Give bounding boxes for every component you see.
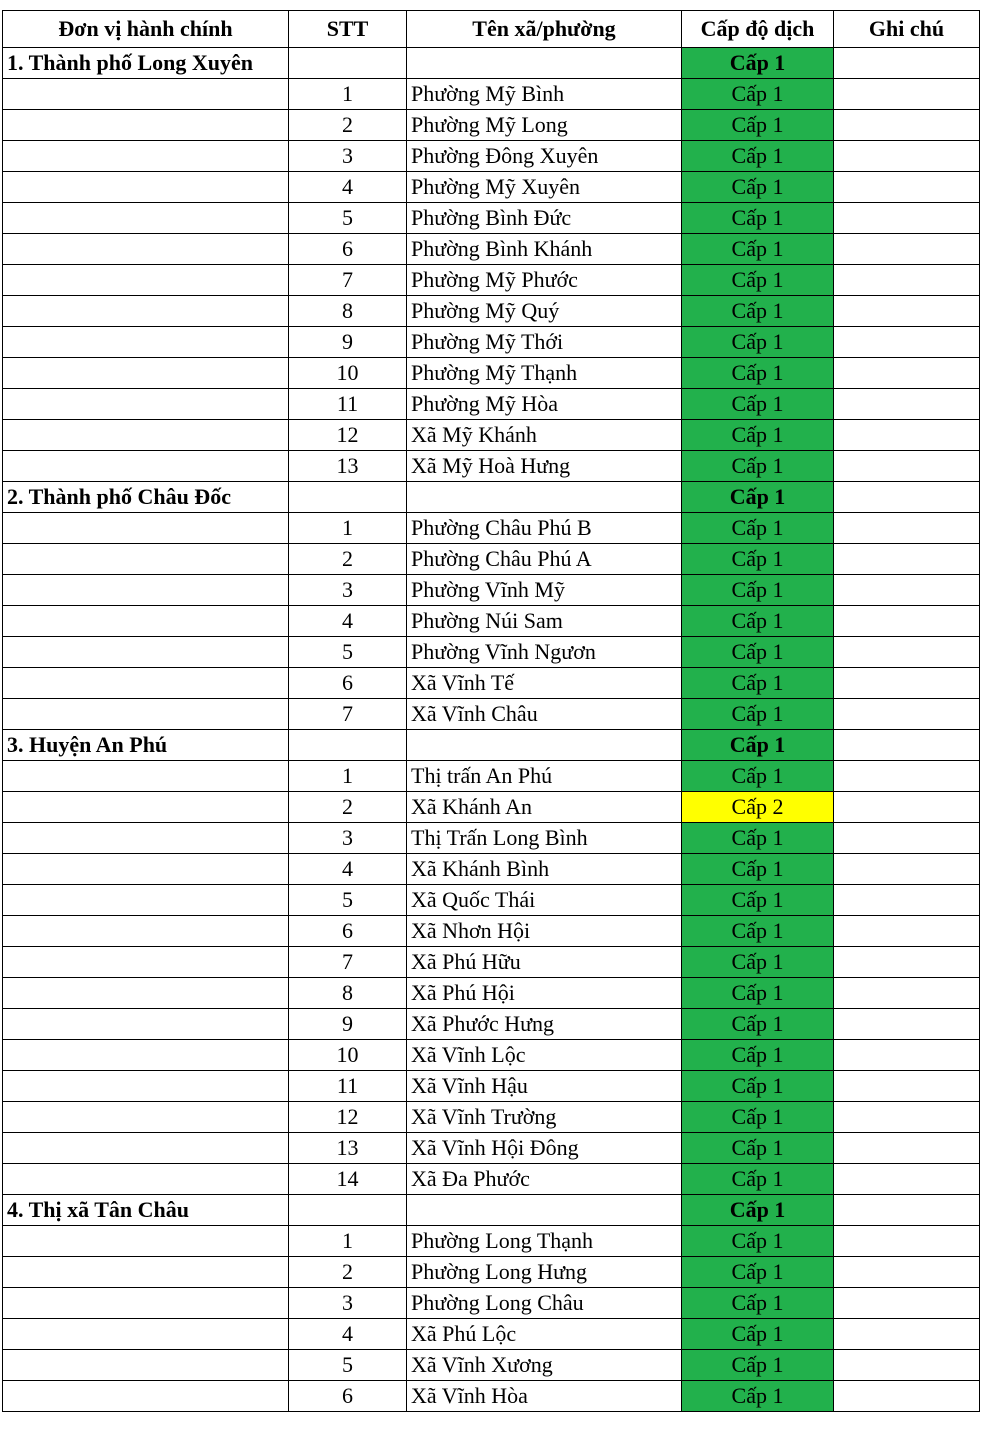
- stt-cell: 4: [289, 606, 407, 637]
- level-cell: Cấp 1: [682, 575, 834, 606]
- table-row: [3, 1350, 980, 1381]
- stt-cell: 6: [289, 234, 407, 265]
- commune-name-cell: Phường Mỹ Thới: [407, 327, 682, 358]
- commune-name-cell: Xã Phú Hữu: [407, 947, 682, 978]
- note-cell: [834, 265, 980, 296]
- note-cell: [834, 1350, 980, 1381]
- unit-cell-empty: [3, 172, 289, 203]
- table-row: [3, 172, 980, 203]
- unit-cell-empty: [3, 1071, 289, 1102]
- unit-cell-empty: [3, 916, 289, 947]
- level-cell: Cấp 1: [682, 420, 834, 451]
- stt-cell: 13: [289, 1133, 407, 1164]
- commune-name-cell: Phường Mỹ Thạnh: [407, 358, 682, 389]
- commune-name-cell: Xã Vĩnh Hòa: [407, 1381, 682, 1412]
- unit-cell-empty: [3, 234, 289, 265]
- level-cell: Cấp 1: [682, 916, 834, 947]
- level-cell: Cấp 1: [682, 761, 834, 792]
- unit-cell-empty: [3, 854, 289, 885]
- level-cell: Cấp 1: [682, 141, 834, 172]
- group-name-empty: [407, 730, 682, 761]
- level-cell: Cấp 1: [682, 947, 834, 978]
- level-cell: Cấp 1: [682, 544, 834, 575]
- commune-name-cell: Thị trấn An Phú: [407, 761, 682, 792]
- table-row: [3, 544, 980, 575]
- note-cell: [834, 172, 980, 203]
- group-stt-empty: [289, 1195, 407, 1226]
- note-cell: [834, 761, 980, 792]
- commune-name-cell: Xã Nhơn Hội: [407, 916, 682, 947]
- group-name-empty: [407, 482, 682, 513]
- table-row: [3, 420, 980, 451]
- table-row: [3, 358, 980, 389]
- group-level: Cấp 1: [682, 48, 834, 79]
- unit-cell-empty: [3, 327, 289, 358]
- stt-cell: 14: [289, 1164, 407, 1195]
- table-row: [3, 389, 980, 420]
- table-row: [3, 792, 980, 823]
- unit-cell-empty: [3, 1381, 289, 1412]
- stt-cell: 5: [289, 885, 407, 916]
- unit-cell-empty: [3, 978, 289, 1009]
- stt-cell: 7: [289, 699, 407, 730]
- level-cell: Cấp 1: [682, 203, 834, 234]
- unit-cell-empty: [3, 823, 289, 854]
- level-cell: Cấp 1: [682, 389, 834, 420]
- unit-cell-empty: [3, 1133, 289, 1164]
- stt-cell: 12: [289, 1102, 407, 1133]
- header-stt: STT: [289, 11, 407, 48]
- table-row: [3, 637, 980, 668]
- note-cell: [834, 110, 980, 141]
- commune-name-cell: Xã Khánh An: [407, 792, 682, 823]
- note-cell: [834, 1288, 980, 1319]
- note-cell: [834, 1040, 980, 1071]
- stt-cell: 7: [289, 265, 407, 296]
- level-cell: Cấp 1: [682, 1257, 834, 1288]
- note-cell: [834, 792, 980, 823]
- stt-cell: 6: [289, 916, 407, 947]
- commune-name-cell: Phường Mỹ Bình: [407, 79, 682, 110]
- note-cell: [834, 1009, 980, 1040]
- group-note: [834, 1195, 980, 1226]
- group-row: [3, 1195, 980, 1226]
- table-row: [3, 854, 980, 885]
- note-cell: [834, 1381, 980, 1412]
- stt-cell: 2: [289, 792, 407, 823]
- commune-name-cell: Xã Vĩnh Hậu: [407, 1071, 682, 1102]
- note-cell: [834, 358, 980, 389]
- level-cell: Cấp 1: [682, 1350, 834, 1381]
- level-cell: Cấp 1: [682, 699, 834, 730]
- unit-cell-empty: [3, 1009, 289, 1040]
- commune-name-cell: Xã Mỹ Khánh: [407, 420, 682, 451]
- note-cell: [834, 327, 980, 358]
- level-cell: Cấp 1: [682, 79, 834, 110]
- level-cell: Cấp 1: [682, 668, 834, 699]
- note-cell: [834, 141, 980, 172]
- table-row: [3, 668, 980, 699]
- level-cell: Cấp 1: [682, 1040, 834, 1071]
- table-row: [3, 265, 980, 296]
- level-cell: Cấp 1: [682, 1164, 834, 1195]
- unit-cell-empty: [3, 141, 289, 172]
- commune-name-cell: Phường Châu Phú B: [407, 513, 682, 544]
- stt-cell: 3: [289, 1288, 407, 1319]
- note-cell: [834, 885, 980, 916]
- commune-name-cell: Xã Vĩnh Lộc: [407, 1040, 682, 1071]
- unit-cell-empty: [3, 761, 289, 792]
- stt-cell: 9: [289, 1009, 407, 1040]
- note-cell: [834, 234, 980, 265]
- note-cell: [834, 668, 980, 699]
- unit-cell-empty: [3, 265, 289, 296]
- unit-cell-empty: [3, 389, 289, 420]
- stt-cell: 1: [289, 79, 407, 110]
- stt-cell: 4: [289, 854, 407, 885]
- stt-cell: 9: [289, 327, 407, 358]
- group-row: [3, 730, 980, 761]
- stt-cell: 11: [289, 389, 407, 420]
- stt-cell: 4: [289, 172, 407, 203]
- commune-name-cell: Phường Vĩnh Mỹ: [407, 575, 682, 606]
- group-row: [3, 48, 980, 79]
- level-cell: Cấp 1: [682, 110, 834, 141]
- commune-name-cell: Thị Trấn Long Bình: [407, 823, 682, 854]
- unit-cell-empty: [3, 1319, 289, 1350]
- stt-cell: 1: [289, 513, 407, 544]
- unit-cell-empty: [3, 1102, 289, 1133]
- level-cell: Cấp 1: [682, 1288, 834, 1319]
- commune-name-cell: Phường Mỹ Phước: [407, 265, 682, 296]
- group-note: [834, 48, 980, 79]
- commune-name-cell: Xã Khánh Bình: [407, 854, 682, 885]
- level-cell: Cấp 1: [682, 606, 834, 637]
- group-level: Cấp 1: [682, 1195, 834, 1226]
- note-cell: [834, 1164, 980, 1195]
- commune-name-cell: Phường Núi Sam: [407, 606, 682, 637]
- stt-cell: 4: [289, 1319, 407, 1350]
- note-cell: [834, 699, 980, 730]
- group-name-empty: [407, 1195, 682, 1226]
- unit-cell-empty: [3, 79, 289, 110]
- commune-name-cell: Phường Mỹ Long: [407, 110, 682, 141]
- note-cell: [834, 389, 980, 420]
- level-cell: Cấp 1: [682, 327, 834, 358]
- commune-name-cell: Xã Vĩnh Trường: [407, 1102, 682, 1133]
- commune-name-cell: Xã Mỹ Hoà Hưng: [407, 451, 682, 482]
- note-cell: [834, 637, 980, 668]
- table-row: [3, 203, 980, 234]
- group-name: 3. Huyện An Phú: [3, 730, 289, 761]
- unit-cell-empty: [3, 637, 289, 668]
- table-row: [3, 79, 980, 110]
- unit-cell-empty: [3, 792, 289, 823]
- header-name: Tên xã/phường: [407, 11, 682, 48]
- table-row: [3, 761, 980, 792]
- table-row: [3, 1257, 980, 1288]
- table-row: [3, 234, 980, 265]
- table-row: [3, 1381, 980, 1412]
- group-note: [834, 730, 980, 761]
- table-row: [3, 451, 980, 482]
- commune-name-cell: Xã Vĩnh Châu: [407, 699, 682, 730]
- unit-cell-empty: [3, 885, 289, 916]
- note-cell: [834, 916, 980, 947]
- level-cell: Cấp 2: [682, 792, 834, 823]
- note-cell: [834, 823, 980, 854]
- header-note: Ghi chú: [834, 11, 980, 48]
- table-row: [3, 575, 980, 606]
- commune-name-cell: Xã Đa Phước: [407, 1164, 682, 1195]
- stt-cell: 10: [289, 358, 407, 389]
- stt-cell: 6: [289, 1381, 407, 1412]
- stt-cell: 1: [289, 1226, 407, 1257]
- unit-cell-empty: [3, 110, 289, 141]
- note-cell: [834, 1071, 980, 1102]
- note-cell: [834, 296, 980, 327]
- commune-name-cell: Xã Vĩnh Tế: [407, 668, 682, 699]
- unit-cell-empty: [3, 358, 289, 389]
- header-row: [3, 11, 980, 48]
- unit-cell-empty: [3, 296, 289, 327]
- note-cell: [834, 947, 980, 978]
- table-body: [3, 48, 980, 1412]
- unit-cell-empty: [3, 1040, 289, 1071]
- stt-cell: 2: [289, 544, 407, 575]
- group-name: 4. Thị xã Tân Châu: [3, 1195, 289, 1226]
- commune-name-cell: Phường Long Thạnh: [407, 1226, 682, 1257]
- stt-cell: 6: [289, 668, 407, 699]
- unit-cell-empty: [3, 451, 289, 482]
- commune-name-cell: Phường Bình Khánh: [407, 234, 682, 265]
- commune-name-cell: Xã Phú Hội: [407, 978, 682, 1009]
- header-level: Cấp độ dịch: [682, 11, 834, 48]
- note-cell: [834, 606, 980, 637]
- level-cell: Cấp 1: [682, 854, 834, 885]
- level-cell: Cấp 1: [682, 1009, 834, 1040]
- table-row: [3, 885, 980, 916]
- stt-cell: 3: [289, 823, 407, 854]
- stt-cell: 5: [289, 1350, 407, 1381]
- level-cell: Cấp 1: [682, 296, 834, 327]
- commune-name-cell: Xã Quốc Thái: [407, 885, 682, 916]
- unit-cell-empty: [3, 1226, 289, 1257]
- level-cell: Cấp 1: [682, 978, 834, 1009]
- table-row: [3, 916, 980, 947]
- unit-cell-empty: [3, 1164, 289, 1195]
- epidemic-level-table: [2, 10, 980, 1412]
- note-cell: [834, 575, 980, 606]
- group-level: Cấp 1: [682, 482, 834, 513]
- commune-name-cell: Phường Châu Phú A: [407, 544, 682, 575]
- unit-cell-empty: [3, 513, 289, 544]
- note-cell: [834, 854, 980, 885]
- table-row: [3, 296, 980, 327]
- stt-cell: 11: [289, 1071, 407, 1102]
- level-cell: Cấp 1: [682, 172, 834, 203]
- note-cell: [834, 1319, 980, 1350]
- note-cell: [834, 1226, 980, 1257]
- commune-name-cell: Phường Mỹ Xuyên: [407, 172, 682, 203]
- table-row: [3, 1102, 980, 1133]
- stt-cell: 8: [289, 296, 407, 327]
- level-cell: Cấp 1: [682, 1319, 834, 1350]
- unit-cell-empty: [3, 606, 289, 637]
- stt-cell: 8: [289, 978, 407, 1009]
- level-cell: Cấp 1: [682, 1226, 834, 1257]
- stt-cell: 13: [289, 451, 407, 482]
- commune-name-cell: Xã Vĩnh Xương: [407, 1350, 682, 1381]
- commune-name-cell: Phường Bình Đức: [407, 203, 682, 234]
- commune-name-cell: Phường Mỹ Quý: [407, 296, 682, 327]
- table-row: [3, 1133, 980, 1164]
- level-cell: Cấp 1: [682, 1102, 834, 1133]
- table-row: [3, 947, 980, 978]
- group-stt-empty: [289, 730, 407, 761]
- unit-cell-empty: [3, 1288, 289, 1319]
- table-row: [3, 1226, 980, 1257]
- note-cell: [834, 79, 980, 110]
- note-cell: [834, 451, 980, 482]
- commune-name-cell: Phường Long Hưng: [407, 1257, 682, 1288]
- table-row: [3, 699, 980, 730]
- note-cell: [834, 1257, 980, 1288]
- table-row: [3, 1009, 980, 1040]
- header-unit: Đơn vị hành chính: [3, 11, 289, 48]
- group-row: [3, 482, 980, 513]
- group-level: Cấp 1: [682, 730, 834, 761]
- commune-name-cell: Phường Mỹ Hòa: [407, 389, 682, 420]
- level-cell: Cấp 1: [682, 513, 834, 544]
- level-cell: Cấp 1: [682, 1133, 834, 1164]
- level-cell: Cấp 1: [682, 265, 834, 296]
- commune-name-cell: Xã Vĩnh Hội Đông: [407, 1133, 682, 1164]
- table-row: [3, 1071, 980, 1102]
- unit-cell-empty: [3, 947, 289, 978]
- stt-cell: 2: [289, 1257, 407, 1288]
- group-stt-empty: [289, 48, 407, 79]
- unit-cell-empty: [3, 575, 289, 606]
- level-cell: Cấp 1: [682, 234, 834, 265]
- note-cell: [834, 203, 980, 234]
- level-cell: Cấp 1: [682, 358, 834, 389]
- group-name-empty: [407, 48, 682, 79]
- table-row: [3, 1319, 980, 1350]
- unit-cell-empty: [3, 203, 289, 234]
- group-name: 2. Thành phố Châu Đốc: [3, 482, 289, 513]
- table-row: [3, 606, 980, 637]
- level-cell: Cấp 1: [682, 637, 834, 668]
- note-cell: [834, 513, 980, 544]
- note-cell: [834, 420, 980, 451]
- stt-cell: 10: [289, 1040, 407, 1071]
- stt-cell: 2: [289, 110, 407, 141]
- group-name: 1. Thành phố Long Xuyên: [3, 48, 289, 79]
- table-row: [3, 978, 980, 1009]
- stt-cell: 3: [289, 575, 407, 606]
- level-cell: Cấp 1: [682, 1381, 834, 1412]
- level-cell: Cấp 1: [682, 451, 834, 482]
- commune-name-cell: Phường Long Châu: [407, 1288, 682, 1319]
- stt-cell: 7: [289, 947, 407, 978]
- table-row: [3, 141, 980, 172]
- table-row: [3, 1288, 980, 1319]
- stt-cell: 5: [289, 637, 407, 668]
- table-row: [3, 110, 980, 141]
- commune-name-cell: Xã Phú Lộc: [407, 1319, 682, 1350]
- unit-cell-empty: [3, 699, 289, 730]
- table-header: [3, 11, 980, 48]
- group-stt-empty: [289, 482, 407, 513]
- stt-cell: 1: [289, 761, 407, 792]
- table-row: [3, 513, 980, 544]
- note-cell: [834, 1133, 980, 1164]
- level-cell: Cấp 1: [682, 823, 834, 854]
- stt-cell: 12: [289, 420, 407, 451]
- note-cell: [834, 978, 980, 1009]
- note-cell: [834, 1102, 980, 1133]
- table-row: [3, 823, 980, 854]
- unit-cell-empty: [3, 1350, 289, 1381]
- unit-cell-empty: [3, 544, 289, 575]
- table-row: [3, 1164, 980, 1195]
- group-note: [834, 482, 980, 513]
- commune-name-cell: Phường Đông Xuyên: [407, 141, 682, 172]
- stt-cell: 3: [289, 141, 407, 172]
- level-cell: Cấp 1: [682, 885, 834, 916]
- commune-name-cell: Xã Phước Hưng: [407, 1009, 682, 1040]
- unit-cell-empty: [3, 1257, 289, 1288]
- unit-cell-empty: [3, 668, 289, 699]
- unit-cell-empty: [3, 420, 289, 451]
- level-cell: Cấp 1: [682, 1071, 834, 1102]
- table-row: [3, 1040, 980, 1071]
- table-row: [3, 327, 980, 358]
- commune-name-cell: Phường Vĩnh Ngươn: [407, 637, 682, 668]
- stt-cell: 5: [289, 203, 407, 234]
- note-cell: [834, 544, 980, 575]
